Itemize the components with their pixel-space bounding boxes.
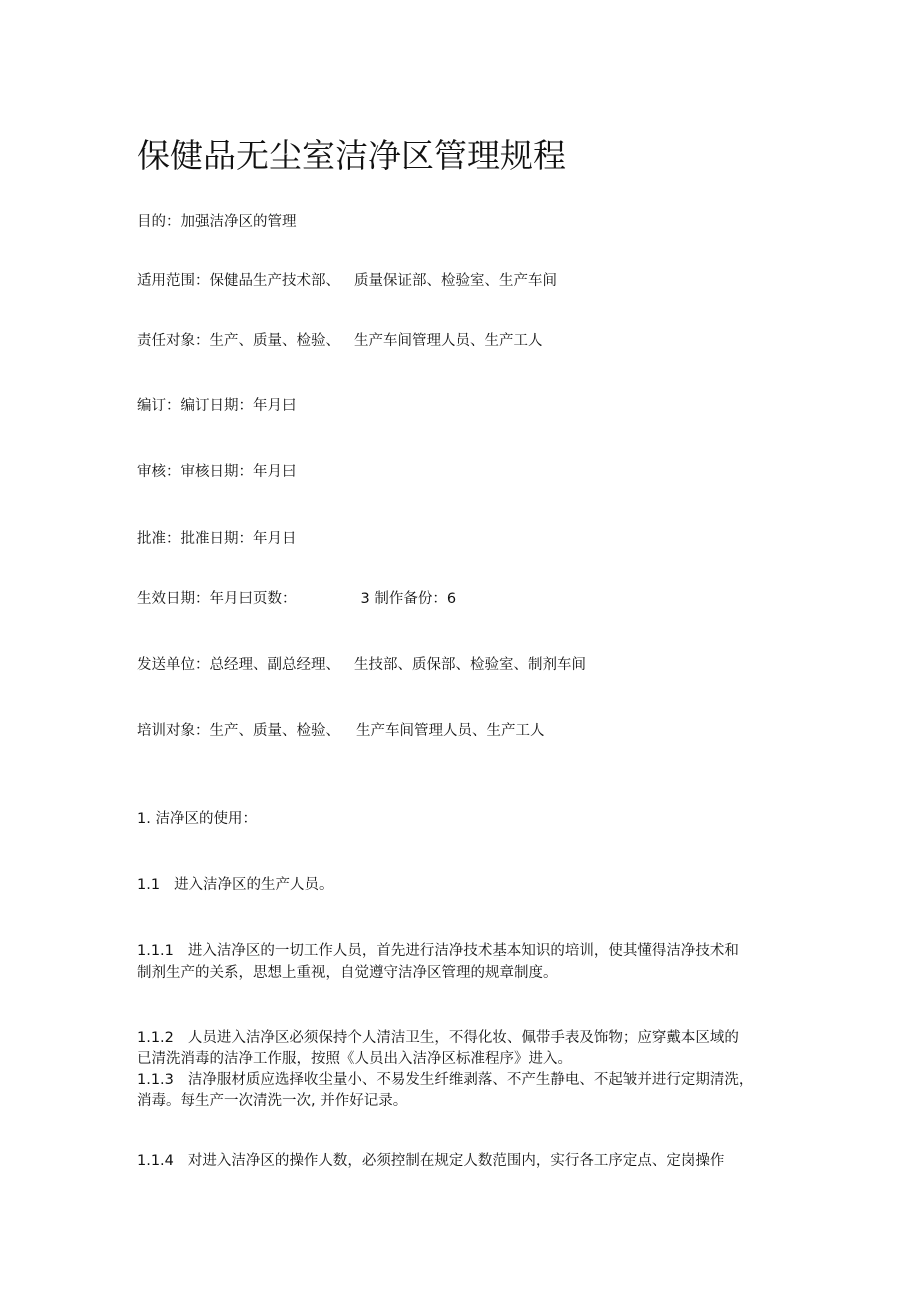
section-number: 1.1.4 xyxy=(137,1153,174,1169)
section-1-1-2-line-2: 已清洗消毒的洁净工作服，按照《人员出入洁净区标准程序》进入。 xyxy=(137,1051,572,1067)
approve-line: 批准：批准日期：年月日 xyxy=(137,531,297,547)
effective-pages-copies: 3 制作备份：6 xyxy=(360,591,457,607)
section-1-1-3-line-1 xyxy=(137,1069,753,1091)
review-line: 审核：审核日期：年月曰 xyxy=(137,464,297,480)
section-1-1 xyxy=(137,874,334,896)
scope-depts: 质量保证部、检验室、生产车间 xyxy=(354,273,557,289)
responsibility-line xyxy=(137,330,543,352)
document-title: 保健品无尘室洁净区管理规程 xyxy=(137,136,566,175)
section-text: 洁净服材质应选择收尘量小、不易发生纤维剥落、不产生静电、不起皱并进行定期清洗， xyxy=(187,1072,754,1088)
scope-label: 适用范围：保健品生产技术部、 xyxy=(137,273,340,289)
purpose-line: 目的：加强洁净区的管理 xyxy=(137,214,297,230)
section-1-1-2-line-1 xyxy=(137,1027,739,1049)
section-text: 人员进入洁净区必须保持个人清洁卫生，不得化妆、佩带手表及饰物；应穿戴本区域的 xyxy=(187,1030,739,1046)
section-number: 1.1 xyxy=(137,877,161,893)
training-line xyxy=(137,720,545,742)
effective-line xyxy=(137,588,456,610)
training-label: 培训对象：生产、质量、检验、 xyxy=(137,723,340,739)
responsibility-staff: 生产车间管理人员、生产工人 xyxy=(354,333,543,349)
responsibility-label: 责任对象：生产、质量、检验、 xyxy=(137,333,340,349)
send-label: 发送单位：总经理、副总经理、 xyxy=(137,657,340,673)
send-depts: 生技部、质保部、检验室、制剂车间 xyxy=(354,657,586,673)
section-number: 1.1.1 xyxy=(137,943,174,959)
section-1-1-3-line-2: 消毒。每生产一次清洗一次, 并作好记录。 xyxy=(137,1093,408,1109)
section-number: 1.1.2 xyxy=(137,1030,174,1046)
section-text: 进入洁净区的一切工作人员，首先进行洁净技术基本知识的培训，使其懂得洁净技术和 xyxy=(187,943,739,959)
training-staff: 生产车间管理人员、生产工人 xyxy=(356,723,545,739)
effective-label: 生效日期：年月曰页数： xyxy=(137,591,297,607)
send-line xyxy=(137,654,586,676)
section-text: 进入洁净区的生产人员。 xyxy=(174,877,334,893)
section-text: 对进入洁净区的操作人数，必须控制在规定人数范围内，实行各工序定点、定岗操作 xyxy=(187,1153,725,1169)
section-number: 1.1.3 xyxy=(137,1072,174,1088)
section-1-heading: 1. 洁净区的使用： xyxy=(137,811,257,827)
section-1-1-1-line-1 xyxy=(137,940,739,962)
scope-line xyxy=(137,270,557,292)
edit-line: 编订：编订日期：年月曰 xyxy=(137,398,297,414)
section-1-1-1-line-2: 制剂生产的关系，思想上重视，自觉遵守洁净区管理的规章制度。 xyxy=(137,965,558,981)
section-1-1-4-line-1 xyxy=(137,1150,724,1172)
